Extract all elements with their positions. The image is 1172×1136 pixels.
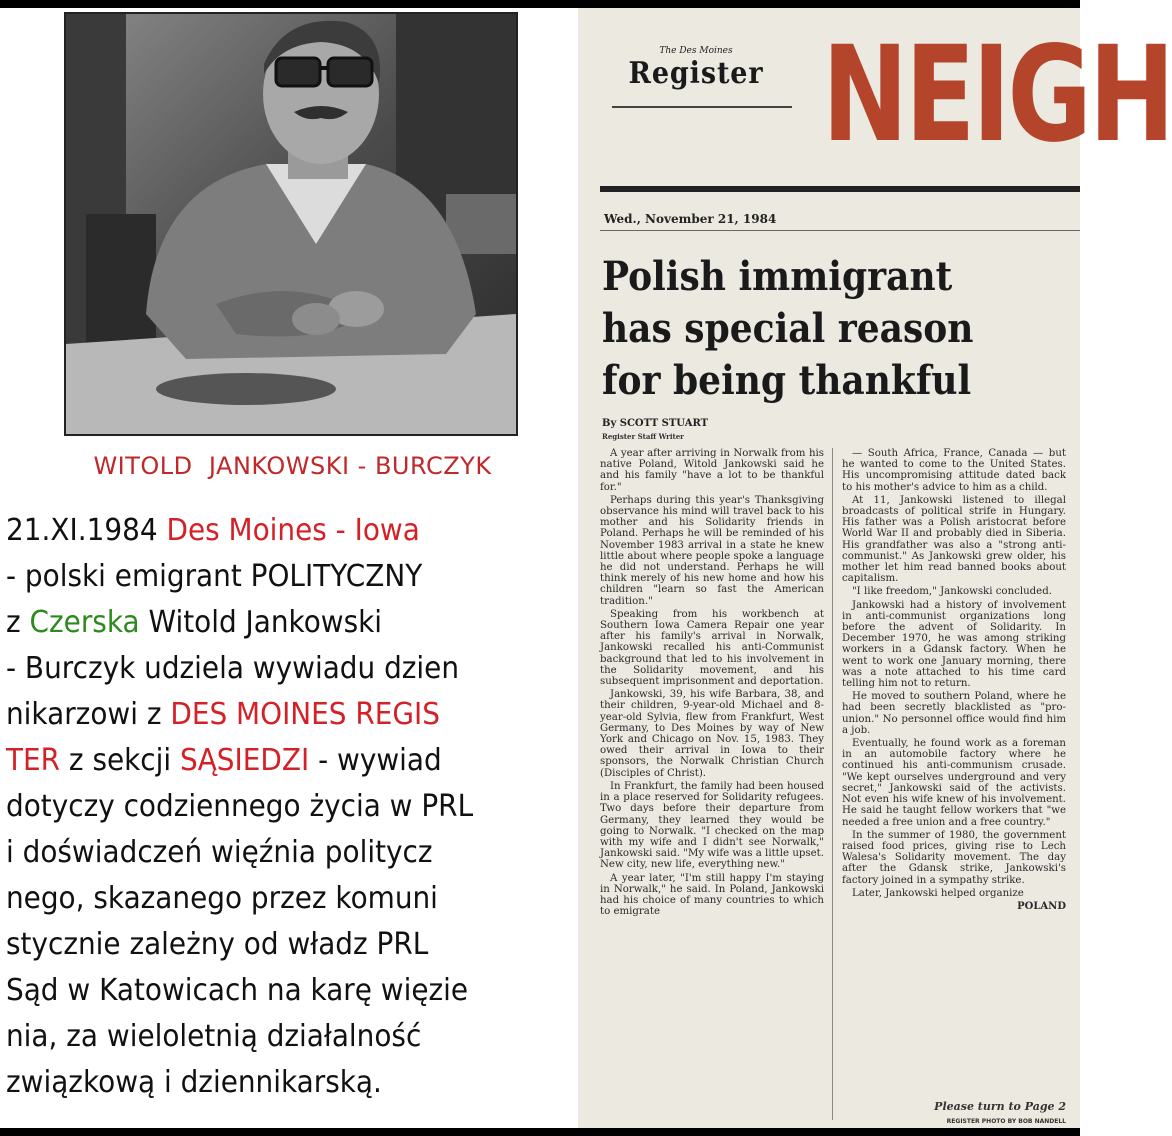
- header-rule: [600, 186, 1080, 192]
- description-line: [6, 738, 545, 784]
- portrait-illustration: [66, 14, 516, 434]
- highlighted-text: SĄSIEDZI: [180, 743, 310, 778]
- description-line: [6, 600, 545, 646]
- paragraph: In Frankfurt, the family had been housed in a place reserved for Solidarity refugees. Two days before their departure from Germany, they learned they would be going to Norwalk. "I checked on the map with my wife and I didn't see Norwalk," Jankowski said. "My wife was a little upset. New city, new life, everything new.": [600, 780, 824, 871]
- highlighted-text: DES MOINES REGIS: [170, 697, 440, 732]
- highlighted-text: Czerska: [29, 605, 140, 640]
- text-segment: 21.XI.1984: [6, 513, 167, 548]
- headline-line: for being thankful: [602, 357, 972, 404]
- description-line: [6, 692, 545, 738]
- photo-credit: REGISTER PHOTO BY BOB NANDELL: [946, 1118, 1066, 1125]
- section-title: NEIGH: [822, 18, 1172, 172]
- text-segment: nikarzowi z: [6, 697, 171, 732]
- highlighted-text: TER: [6, 743, 61, 778]
- paragraph: Speaking from his workbench at Southern Iowa Camera Repair one year after his family's arrival in Norwalk, Jankowski recalled his anti-Communist background that led to his involvement in the Solidarity movement, and his subsequent imprisonment and deportation.: [600, 608, 824, 688]
- text-segment: Sąd w Katowicach na karę więzie: [6, 973, 469, 1008]
- article-column-2: [842, 448, 1066, 912]
- top-border: [0, 0, 1080, 8]
- text-segment: nia, za wieloletnią działalność: [6, 1019, 422, 1054]
- person-name-caption: [0, 452, 585, 480]
- paragraph: At 11, Jankowski listened to illegal broadcasts of political strife in Hungary. His father was a Polish aristocrat before World War II and probably died in Siberia. His grandfather was also a "strong anti-communist." As Jankowski grew older, his mother let him read banned books about capitalism.: [842, 494, 1066, 585]
- paragraph: A year after arriving in Norwalk from his native Poland, Witold Jankowski said he and his family "have a lot to be thankful for.": [600, 448, 824, 493]
- text-segment: stycznie zależny od władz PRL: [6, 927, 429, 962]
- description-line: [6, 1060, 545, 1106]
- portrait-photo: [64, 12, 518, 436]
- text-segment: i doświadczeń więźnia politycz: [6, 835, 433, 870]
- paragraph: In the summer of 1980, the government raised food prices, giving rise to Lech Walesa's Solidarity movement. The day after the Gdansk strike, Jankowski's factory joined in a sympathy strike.: [842, 829, 1066, 886]
- paragraph: A year later, "I'm still happy I'm staying in Norwalk," he said. In Poland, Jankowski had his choice of many countries to which to emigrate: [600, 872, 824, 918]
- description-line: [6, 554, 545, 600]
- paragraph: — South Africa, France, Canada — but he wanted to come to the United States. His uncompromising attitude dated back to his mother's advice to him as a child.: [842, 448, 1066, 493]
- description-line: [6, 968, 545, 1014]
- continued-note: Please turn to Page 2: [934, 1100, 1066, 1113]
- text-segment: - wywiad: [309, 743, 442, 778]
- paragraph: He moved to southern Poland, where he had been secretly blacklisted as "pro-union." No personnel office would find him a job.: [842, 691, 1066, 736]
- date-rule: [600, 230, 1080, 231]
- newspaper-clipping: [578, 8, 1172, 1132]
- text-segment: - Burczyk udziela wywiadu dzien: [6, 651, 460, 686]
- text-segment: dotyczy codziennego życia w PRL: [6, 789, 474, 824]
- text-segment: - polski emigrant POLITYCZNY: [6, 559, 423, 594]
- description-line: [6, 646, 545, 692]
- description-line: [6, 876, 545, 922]
- jump-label: POLAND: [1017, 900, 1066, 912]
- text-segment: Witold Jankowski: [139, 605, 383, 640]
- masthead-subtitle: The Des Moines: [659, 46, 733, 56]
- paragraph: "I like freedom," Jankowski concluded.: [852, 586, 1052, 598]
- caption-text: WITOLD JANKOWSKI - BURCZYK: [93, 452, 492, 480]
- article-column-1: [600, 448, 824, 919]
- masthead-title: Register: [628, 56, 764, 91]
- description-line: [6, 830, 545, 876]
- paragraph: Jankowski had a history of involvement in anti-communist organizations long before the advent of Solidarity. In December 1970, he was among striking workers in a Gdansk factory. When he went to work one January morning, there was a note attached to his time card telling him not to return.: [842, 599, 1066, 690]
- byline-role: Register Staff Writer: [602, 432, 684, 441]
- text-segment: związkową i dziennikarską.: [6, 1065, 382, 1100]
- paragraph: Jankowski, 39, his wife Barbara, 38, and their children, 9-year-old Michael and 8-year-old Sylvia, flew from Frankfurt, West Germany, to Des Moines by way of New York and Chicago on Nov. 15, 1983. They owed their arrival in Iowa to their sponsors, the Norwalk Christian Church (Disciples of Christ).: [600, 689, 824, 779]
- paragraph: Perhaps during this year's Thanksgiving observance his mind will travel back to his mother and his Solidarity friends in Poland. Perhaps he will be reminded of his November 1983 arrival in a state he knew little about where people spoke a language he did not understand. Perhaps he will think merely of his new home and how his children "learn so fast the American tradition.": [600, 494, 824, 607]
- masthead: [618, 46, 774, 106]
- paragraph: Later, Jankowski helped organize: [852, 887, 1024, 899]
- dateline: Wed., November 21, 1984: [604, 212, 777, 226]
- highlighted-text: Des Moines - Iowa: [166, 513, 420, 548]
- description-line: [6, 922, 545, 968]
- headline-line: Polish immigrant: [602, 253, 953, 300]
- column-separator: [832, 448, 833, 1120]
- masthead-underline: [612, 106, 792, 108]
- description-line: [6, 1014, 545, 1060]
- byline: By SCOTT STUART: [602, 418, 709, 429]
- bottom-border: [0, 1128, 1080, 1136]
- text-segment: z: [6, 605, 30, 640]
- description-line: [6, 508, 545, 554]
- description-text: [6, 508, 545, 1106]
- text-segment: nego, skazanego przez komuni: [6, 881, 438, 916]
- text-segment: z sekcji: [60, 743, 181, 778]
- description-line: [6, 784, 545, 830]
- headline: [602, 252, 1025, 408]
- paragraph: Eventually, he found work as a foreman in an automobile factory where he continued his anti-communism crusade. "We kept ourselves underground and very secret," Jankowski said of the activists. Not even his wife knew of his involvement. He said he taught fellow workers that "we needed a free union and a free country.": [842, 738, 1066, 828]
- headline-line: has special reason: [602, 305, 974, 352]
